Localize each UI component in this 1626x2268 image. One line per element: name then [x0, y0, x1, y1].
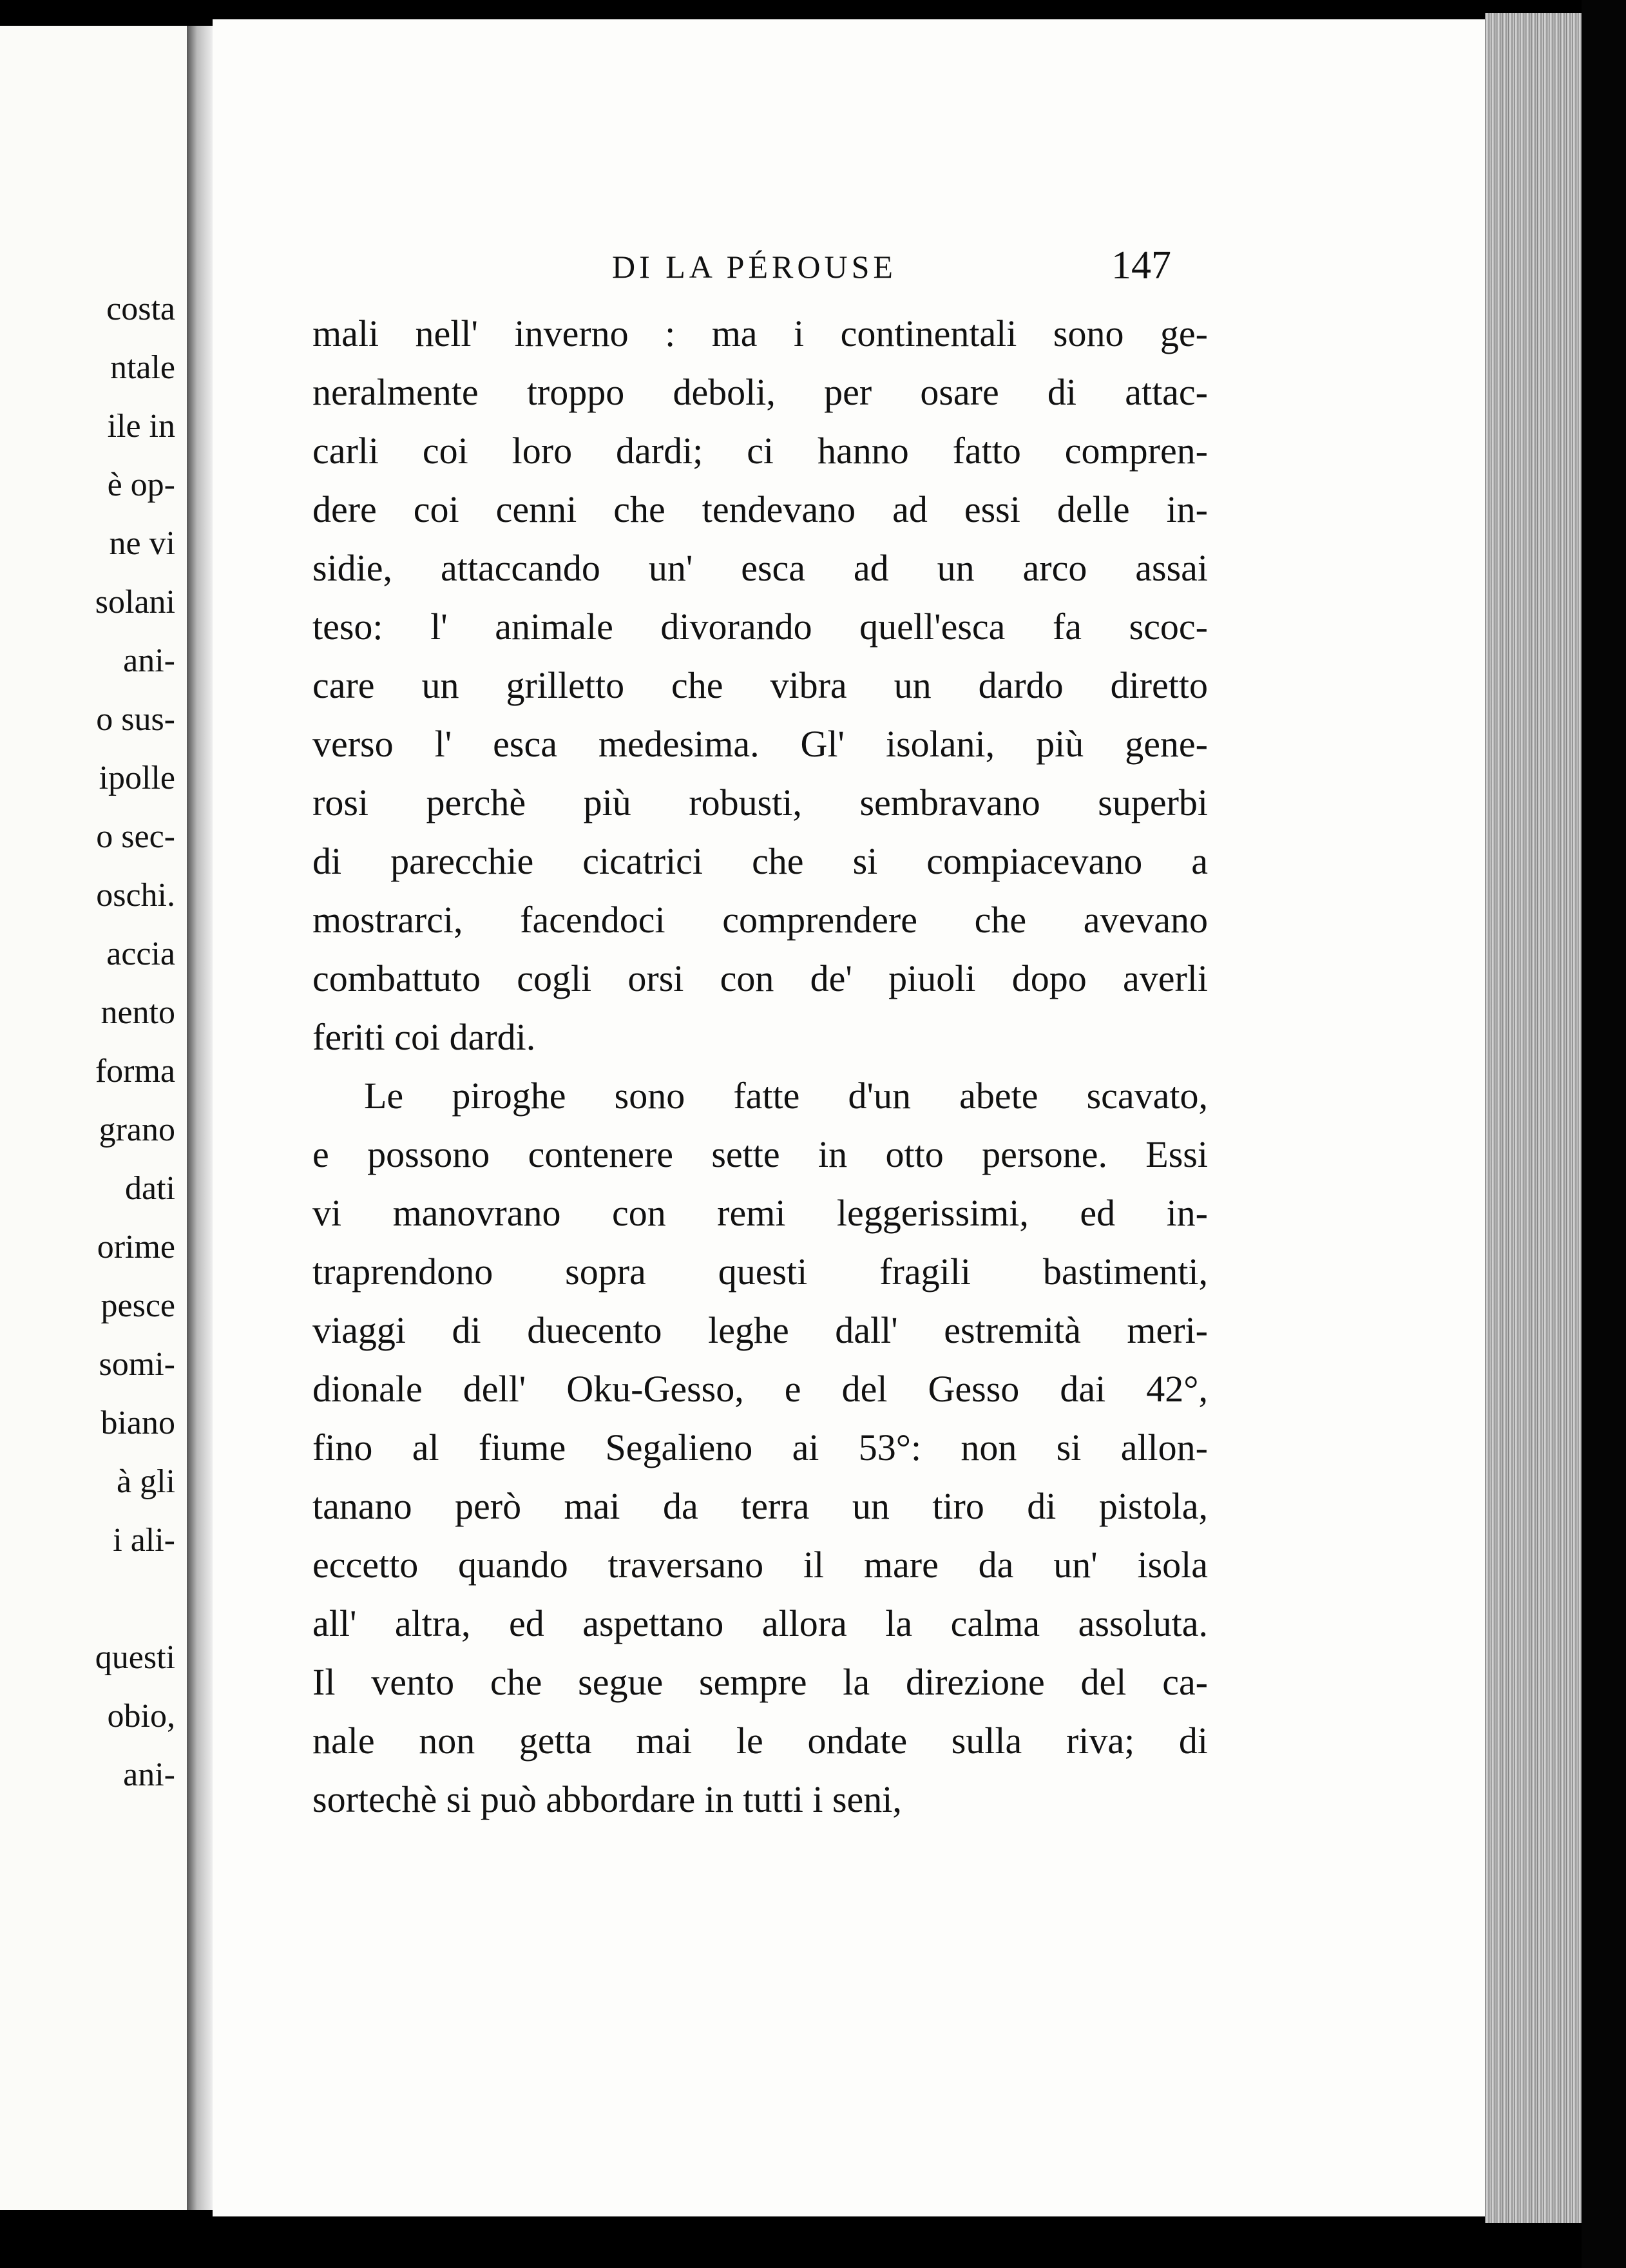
text-line: feriti coi dardi. [312, 1016, 536, 1058]
text-line: dere coi cenni che tendevano ad essi delle in- [312, 488, 1208, 530]
left-page-line: nento [100, 994, 175, 1031]
text-line: fino al fiume Segalieno ai 53°: non si allon- [312, 1427, 1208, 1468]
left-page-line: biano [100, 1405, 175, 1441]
text-line: teso: l' animale divorando quell'esca fa scoc- [312, 606, 1208, 648]
text-line: rosi perchè più robusti, sembravano superbi [312, 782, 1208, 823]
text-line: all' altra, ed aspettano allora la calma assoluta. [312, 1602, 1208, 1644]
left-page-line: orime [97, 1229, 175, 1265]
text-line: mostrarci, facendoci comprendere che avevano [312, 899, 1208, 941]
text-line: sortechè si può abbordare in tutti i seni, [312, 1778, 902, 1820]
text-line: sidie, attaccando un' esca ad un arco assai [312, 547, 1208, 589]
left-page-line: obio, [107, 1698, 175, 1735]
text-line: traprendono sopra questi fragili bastimenti, [312, 1251, 1208, 1293]
left-page-line: i ali- [113, 1522, 175, 1559]
text-line: neralmente troppo deboli, per osare di attac- [312, 371, 1208, 413]
text-line: nale non getta mai le ondate sulla riva; di [312, 1720, 1208, 1762]
book-gutter [187, 26, 213, 2210]
text-line: di parecchie cicatrici che si compiacevano a [312, 840, 1208, 882]
left-page-line: grano [99, 1111, 175, 1148]
left-page-line: è op- [107, 466, 175, 503]
left-page-line: questi [95, 1639, 175, 1676]
text-line: tanano però mai da terra un tiro di pistola, [312, 1485, 1208, 1527]
left-page-line: o sus- [96, 701, 175, 738]
left-page-line: forma [95, 1053, 175, 1090]
left-page-line: accia [106, 936, 175, 972]
scan-border [1582, 0, 1626, 2268]
left-page-line: ntale [110, 349, 175, 386]
left-page-line: o sec- [96, 818, 175, 855]
body-text [312, 304, 1208, 1829]
text-line: Il vento che segue sempre la direzione del ca- [312, 1661, 1208, 1703]
text-line: care un grilletto che vibra un dardo diretto [312, 664, 1208, 706]
text-line: carli coi loro dardi; ci hanno fatto compren- [312, 430, 1208, 472]
page-edges [1485, 13, 1582, 2223]
running-head: DI LA PÉROUSE [612, 249, 897, 285]
left-page-line: costa [106, 291, 175, 327]
text-line: combattuto cogli orsi con de' piuoli dopo averli [312, 957, 1208, 999]
left-page-line: dati [125, 1170, 175, 1207]
text-line: Le piroghe sono fatte d'un abete scavato, [364, 1075, 1208, 1117]
text-line: dionale dell' Oku-Gesso, e del Gesso dai 42°, [312, 1368, 1208, 1410]
text-line: mali nell' inverno : ma i continentali sono ge- [312, 312, 1208, 354]
left-page-line: ani- [123, 1756, 175, 1793]
left-page-line: ipolle [99, 760, 175, 796]
main-page [213, 19, 1485, 2216]
text-line: eccetto quando traversano il mare da un' isola [312, 1544, 1208, 1586]
left-page-line: oschi. [96, 877, 175, 914]
text-line: vi manovrano con remi leggerissimi, ed in- [312, 1192, 1208, 1234]
left-page-line: ani- [123, 642, 175, 679]
text-line: verso l' esca medesima. Gl' isolani, più gene- [312, 723, 1208, 765]
page-header [213, 244, 1485, 300]
left-page-line: à gli [117, 1463, 175, 1500]
left-page-line: pesce [100, 1287, 175, 1324]
left-page-line: somi- [99, 1346, 175, 1383]
page-number: 147 [1111, 244, 1171, 287]
left-facing-page [0, 26, 191, 2210]
left-page-line: ne vi [109, 525, 175, 562]
left-page-line: solani [95, 584, 175, 620]
left-page-line: ile in [107, 408, 175, 445]
text-line: e possono contenere sette in otto persone. Essi [312, 1133, 1208, 1175]
text-line: viaggi di duecento leghe dall' estremità meri- [312, 1309, 1208, 1351]
